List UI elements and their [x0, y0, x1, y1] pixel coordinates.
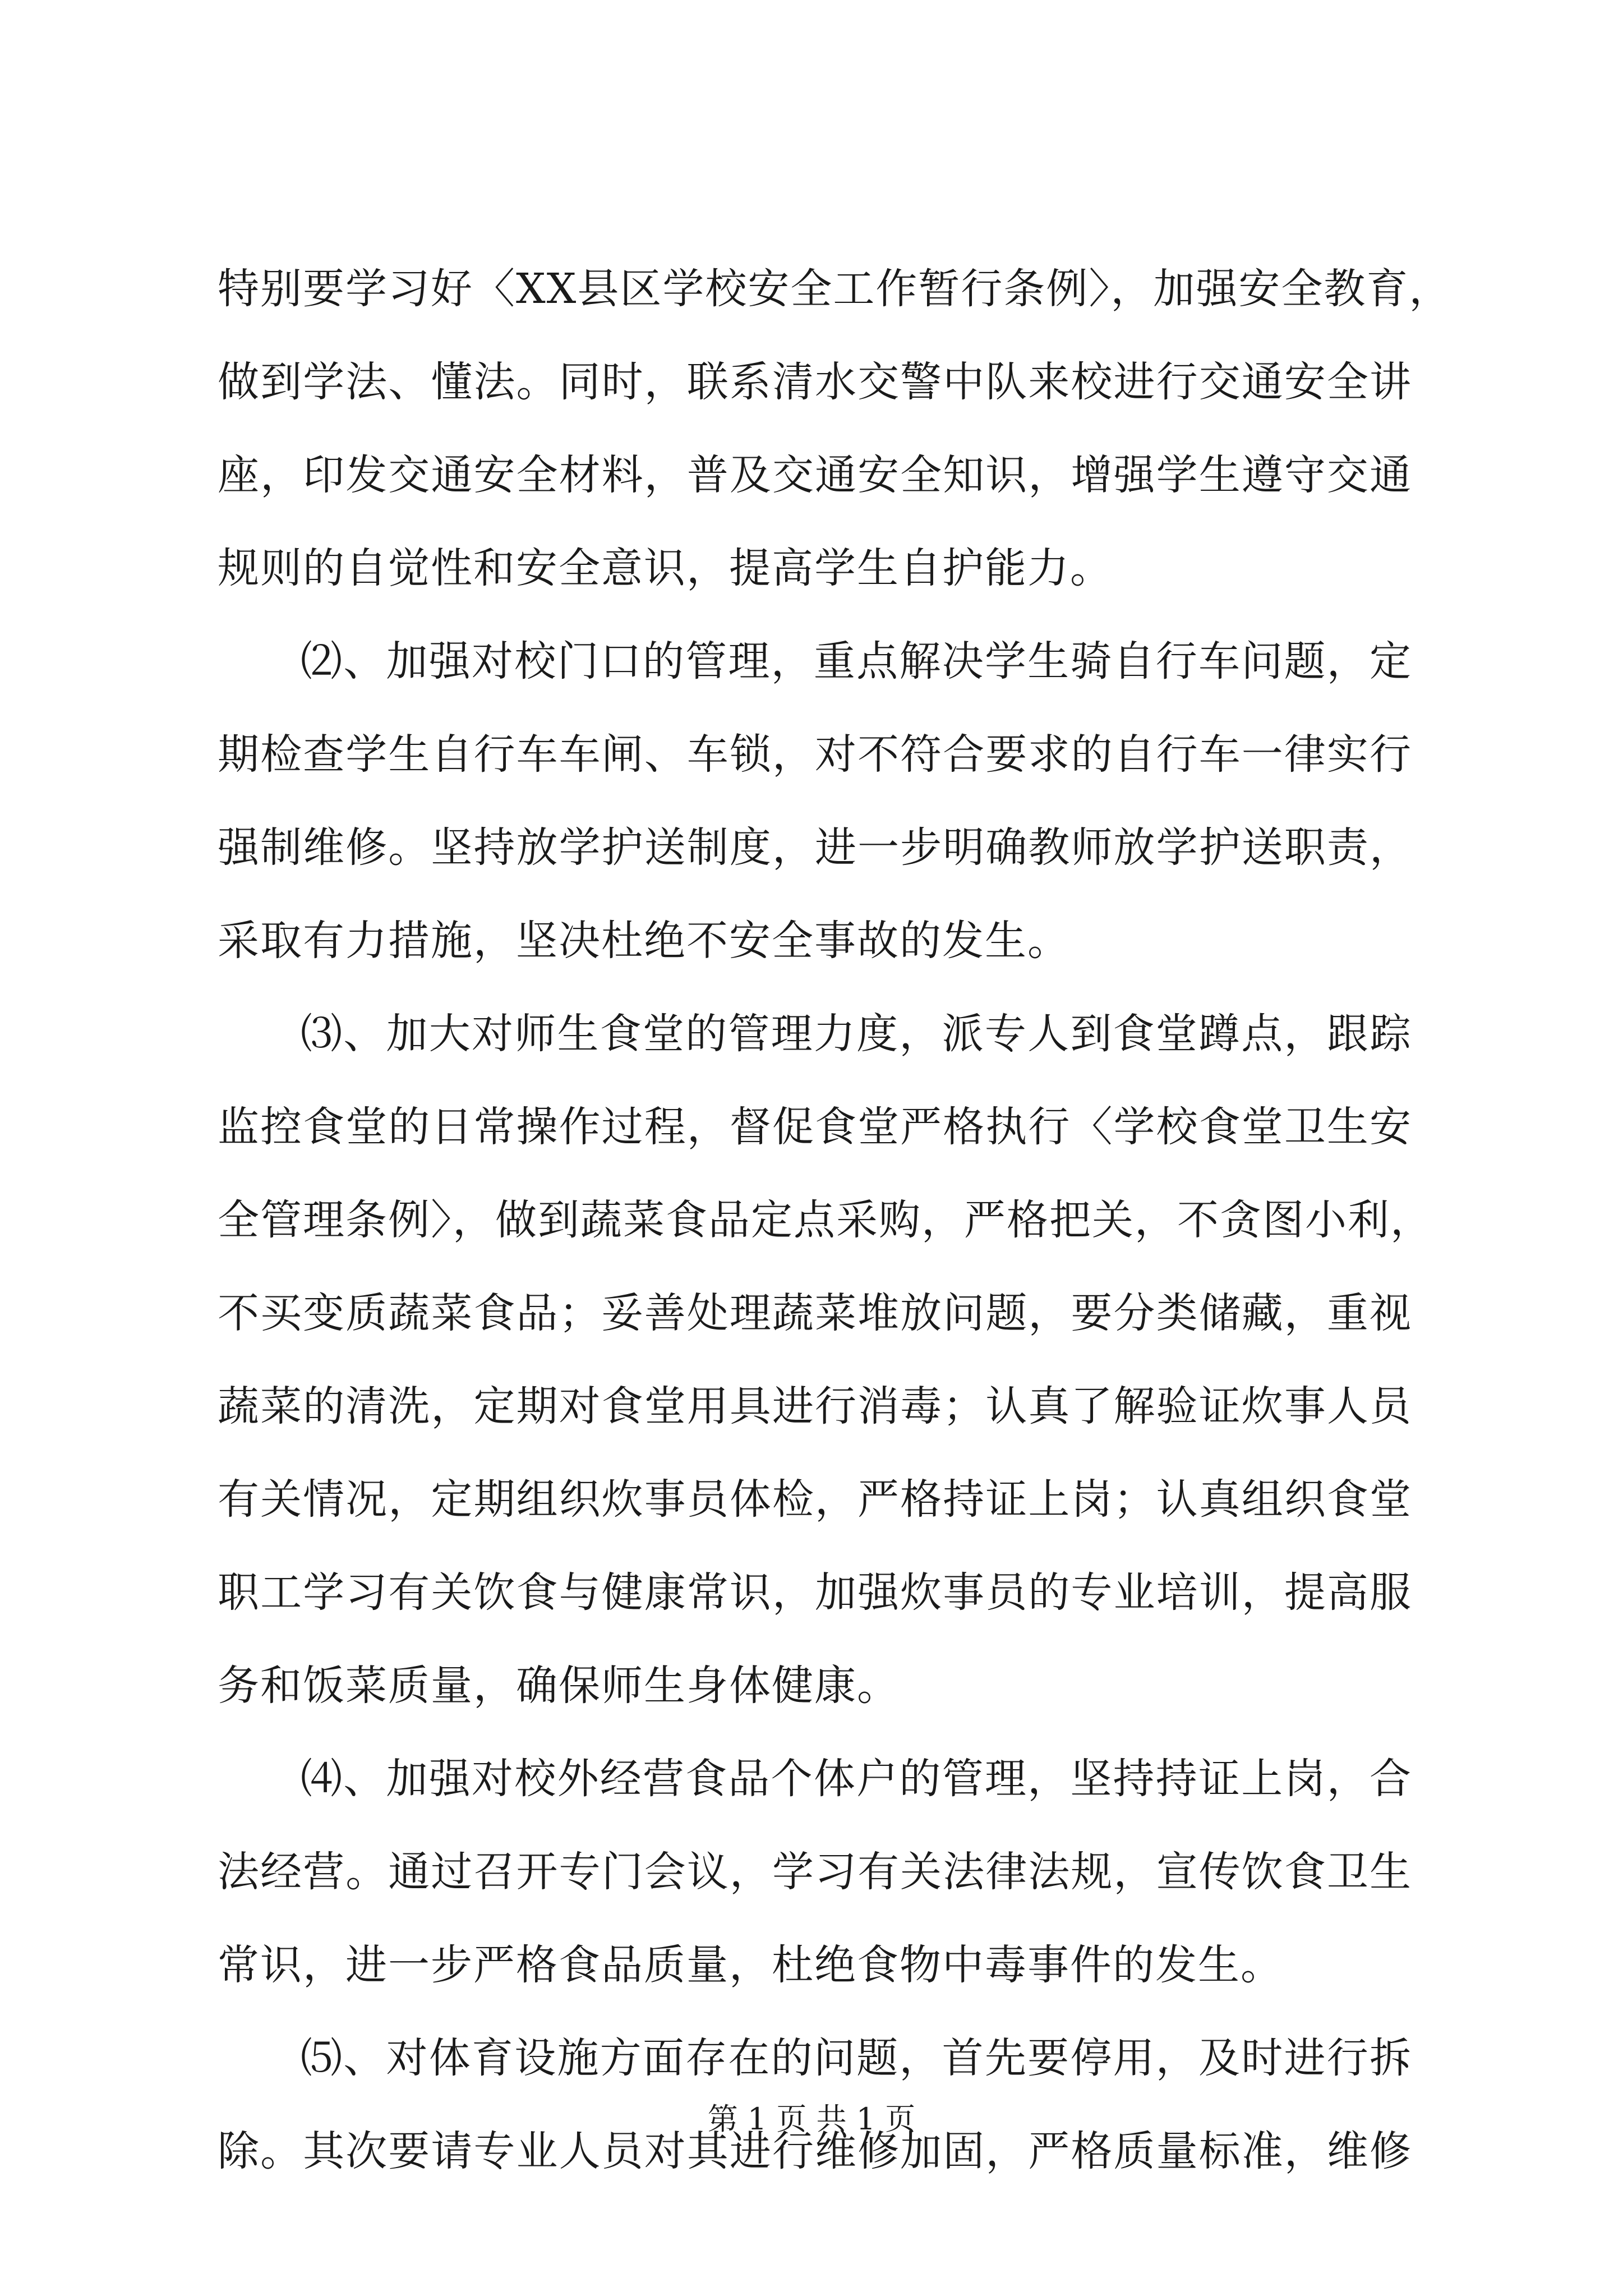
text-line: 有关情况，定期组织炊事员体检，严格持证上岗；认真组织食堂 — [218, 1475, 1412, 1524]
paragraph-start-line: ⑶、加大对师生食堂的管理力度，派专人到食堂蹲点，跟踪 — [301, 1010, 1412, 1058]
text-line: 全管理条例〉，做到蔬菜食品定点采购，严格把关，不贪图小利， — [218, 1196, 1433, 1244]
text-line: 务和饭菜质量，确保师生身体健康。 — [218, 1662, 900, 1710]
paragraph-start-line: ⑷、加强对校外经营食品个体户的管理，坚持持证上岗，合 — [301, 1755, 1412, 1803]
text-line: 常识，进一步严格食品质量，杜绝食物中毒事件的发生。 — [218, 1941, 1283, 1989]
text-line: 做到学法、懂法。同时，联系清水交警中队来校进行交通安全讲 — [218, 358, 1412, 406]
text-line: 监控食堂的日常操作过程，督促食堂严格执行〈学校食堂卫生安 — [218, 1103, 1412, 1151]
text-line: 强制维修。坚持放学护送制度，进一步明确教师放学护送职责， — [218, 823, 1412, 872]
text-line: 期检查学生自行车车闸、车锁，对不符合要求的自行车一律实行 — [218, 730, 1412, 779]
paragraph-start-line: ⑵、加强对校门口的管理，重点解决学生骑自行车问题，定 — [301, 637, 1412, 685]
text-line: 职工学习有关饮食与健康常识，加强炊事员的专业培训，提高服 — [218, 1568, 1412, 1617]
text-line: 特别要学习好〈XX县区学校安全工作暂行条例〉，加强安全教育， — [218, 265, 1452, 313]
page-number-footer: 第 1 页 共 1 页 — [707, 2101, 916, 2137]
text-line: 座，印发交通安全材料，普及交通安全知识，增强学生遵守交通 — [218, 451, 1412, 499]
text-line: 规则的自觉性和安全意识，提高学生自护能力。 — [218, 544, 1113, 592]
document-body — [218, 242, 1452, 2198]
text-line: 法经营。通过召开专门会议，学习有关法律法规，宣传饮食卫生 — [218, 1848, 1412, 1896]
text-line: 采取有力措施，坚决杜绝不安全事故的发生。 — [218, 917, 1070, 965]
paragraph-start-line: ⑸、对体育设施方面存在的问题，首先要停用，及时进行拆 — [301, 2034, 1412, 2082]
text-line: 不买变质蔬菜食品；妥善处理蔬菜堆放问题，要分类储藏，重视 — [218, 1289, 1412, 1337]
text-line: 蔬菜的清洗，定期对食堂用具进行消毒；认真了解验证炊事人员 — [218, 1382, 1412, 1430]
text-line: 除。其次要请专业人员对其进行维修加固，严格质量标准，维修 — [218, 2127, 1412, 2175]
